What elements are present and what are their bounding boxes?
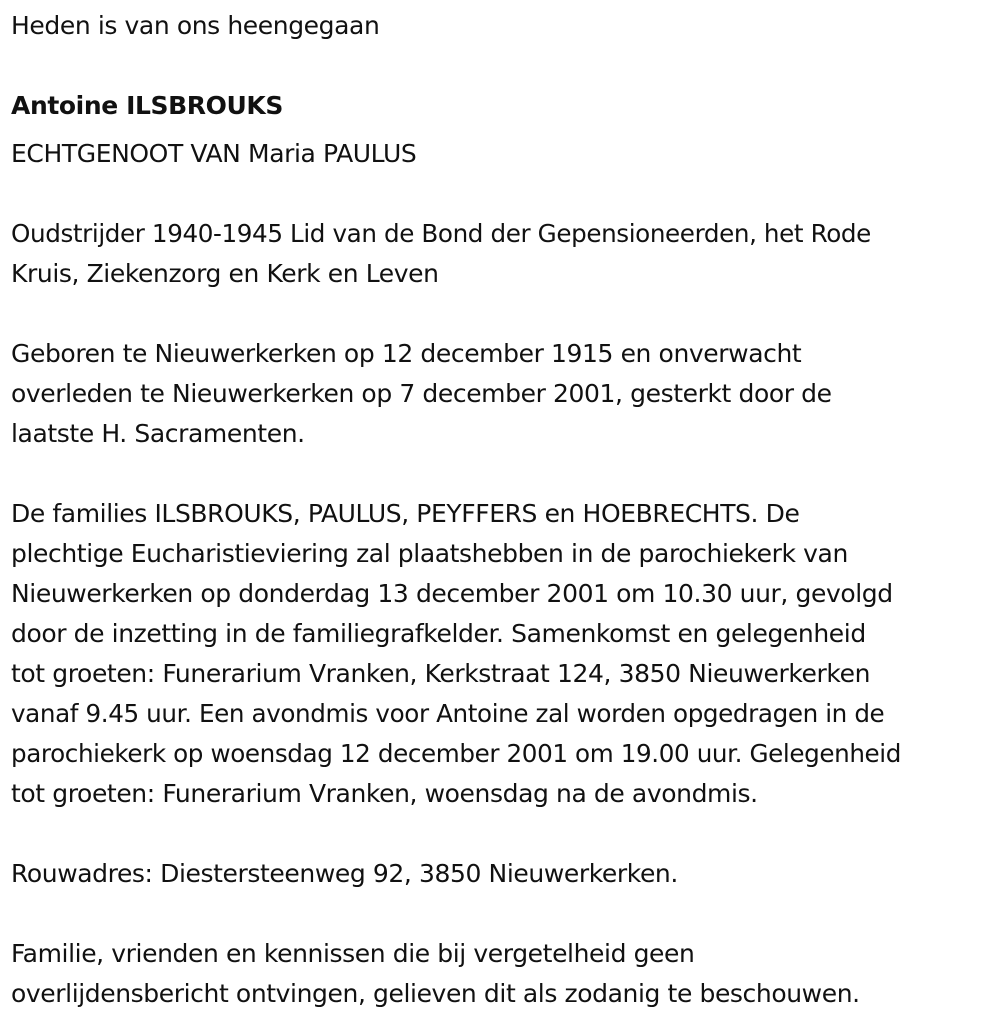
ceremony-line: parochiekerk op woensdag 12 december 2001 om 19.00 uur. Gelegenheid [11,739,901,768]
birth-death-line: overleden te Nieuwerkerken op 7 december 2001, gesterkt door de [11,379,832,408]
ceremony-line: tot groeten: Funerarium Vranken, woensdag na de avondmis. [11,779,758,808]
closing-line: overlijdensbericht ontvingen, gelieven dit als zodanig te beschouwen. [11,979,860,1008]
ceremony-line: vanaf 9.45 uur. Een avondmis voor Antoine zal worden opgedragen in de [11,699,885,728]
mourning-address: Rouwadres: Diestersteenweg 92, 3850 Nieuwerkerken. [11,859,678,888]
deceased-name: Antoine ILSBROUKS [11,91,283,120]
ceremony-line: door de inzetting in de familiegrafkelder. Samenkomst en gelegenheid [11,619,866,648]
birth-death-line: laatste H. Sacramenten. [11,419,305,448]
spouse-line: ECHTGENOOT VAN Maria PAULUS [11,139,417,168]
ceremony-line: plechtige Eucharistieviering zal plaatshebben in de parochiekerk van [11,539,848,568]
affiliations-line: Oudstrijder 1940-1945 Lid van de Bond der Gepensioneerden, het Rode [11,219,871,248]
intro-line: Heden is van ons heengegaan [11,11,380,40]
closing-line: Familie, vrienden en kennissen die bij vergetelheid geen [11,939,695,968]
ceremony-line: tot groeten: Funerarium Vranken, Kerkstraat 124, 3850 Nieuwerkerken [11,659,871,688]
ceremony-line: De families ILSBROUKS, PAULUS, PEYFFERS en HOEBRECHTS. De [11,499,800,528]
birth-death-line: Geboren te Nieuwerkerken op 12 december 1915 en onverwacht [11,339,802,368]
affiliations-line: Kruis, Ziekenzorg en Kerk en Leven [11,259,439,288]
ceremony-line: Nieuwerkerken op donderdag 13 december 2001 om 10.30 uur, gevolgd [11,579,893,608]
